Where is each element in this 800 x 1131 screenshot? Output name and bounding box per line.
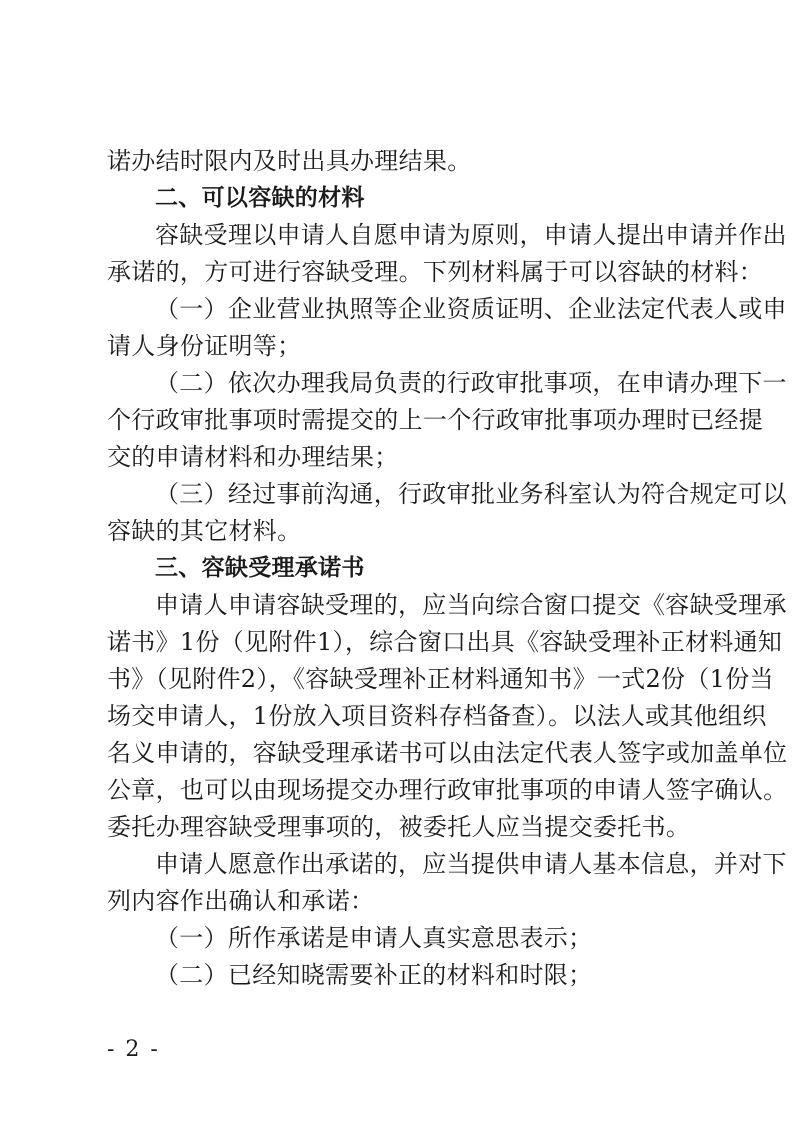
list-item-line: （二）已经知晓需要补正的材料和时限；	[155, 961, 593, 989]
list-item-line: （一）所作承诺是申请人真实意思表示；	[155, 924, 593, 952]
body-text-line: 诺书》1份（见附件1），综合窗口出具《容缺受理补正材料通知	[107, 628, 783, 656]
body-text-line: 容缺的其它材料。	[107, 517, 302, 545]
section-heading: 三、容缺受理承诺书	[155, 555, 365, 581]
body-text-line: 委托办理容缺受理事项的，被委托人应当提交委托书。	[107, 813, 691, 841]
body-text-line: 请人身份证明等；	[107, 332, 302, 360]
list-item-line: （三）经过事前沟通，行政审批业务科室认为符合规定可以	[155, 480, 787, 508]
list-item-line: （一）企业营业执照等企业资质证明、企业法定代表人或申	[155, 295, 787, 323]
list-item-line: （二）依次办理我局负责的行政审批事项，在申请办理下一	[155, 369, 787, 397]
body-text-line: 诺办结时限内及时出具办理结果。	[107, 147, 472, 175]
body-text-line: 容缺受理以申请人自愿申请为原则，申请人提出申请并作出	[155, 221, 787, 249]
section-heading: 二、可以容缺的材料	[155, 185, 365, 211]
body-text-line: 交的申请材料和办理结果；	[107, 443, 399, 471]
body-text-line: 公章，也可以由现场提交办理行政审批事项的申请人签字确认。	[107, 776, 788, 804]
body-text-line: 申请人愿意作出承诺的，应当提供申请人基本信息，并对下	[155, 850, 787, 878]
body-text-line: 场交申请人，1份放入项目资料存档备查）。以法人或其他组织	[107, 702, 767, 730]
body-text-line: 书》（见附件2），《容缺受理补正材料通知书》一式2份（1份当	[107, 665, 774, 693]
body-text-line: 申请人申请容缺受理的，应当向综合窗口提交《容缺受理承	[155, 591, 787, 619]
body-text-line: 列内容作出确认和承诺：	[107, 887, 375, 915]
body-text-line: 名义申请的，容缺受理承诺书可以由法定代表人签字或加盖单位	[107, 739, 788, 767]
page-number: - 2 -	[107, 1037, 160, 1062]
body-text-line: 个行政审批事项时需提交的上一个行政审批事项办理时已经提	[107, 406, 764, 434]
body-text-line: 承诺的，方可进行容缺受理。下列材料属于可以容缺的材料：	[107, 258, 764, 286]
